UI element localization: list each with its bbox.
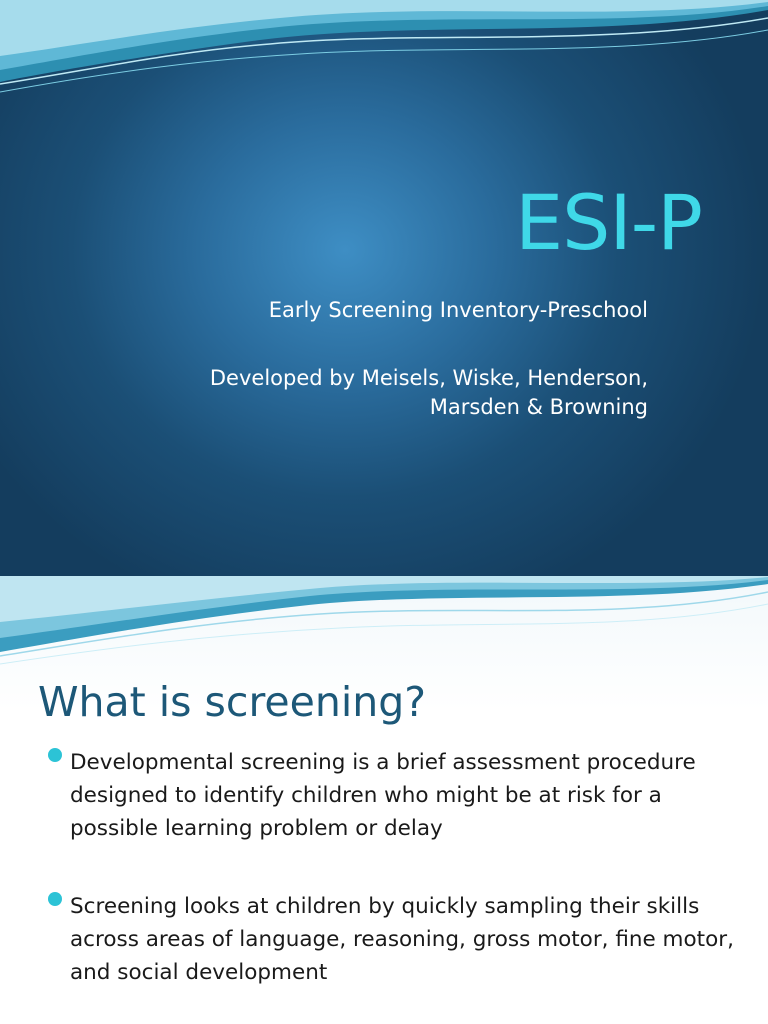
content-slide <box>0 576 768 1024</box>
list-item <box>44 890 734 989</box>
bullet-text: Developmental screening is a brief assessment procedure designed to identify children who might be at risk for a possible learning problem or delay <box>70 750 696 841</box>
slide-title: What is screening? <box>38 678 426 726</box>
wave-decoration <box>0 0 768 100</box>
bullet-list <box>44 746 734 989</box>
list-item <box>44 746 734 845</box>
slide-title: ESI-P <box>515 178 702 267</box>
authors-line-2: Marsden & Browning <box>429 395 648 419</box>
bullet-text: Screening looks at children by quickly sampling their skills across areas of language, reasoning, gross motor, fine motor, and social development <box>70 894 734 985</box>
authors-line-1: Developed by Meisels, Wiske, Henderson, <box>209 366 648 390</box>
wave-decoration <box>0 576 768 668</box>
bullet-dot-icon <box>48 892 62 906</box>
subtitle: Early Screening Inventory-Preschool <box>268 298 648 322</box>
slide-subtitle-block <box>88 296 648 422</box>
bullet-dot-icon <box>48 748 62 762</box>
